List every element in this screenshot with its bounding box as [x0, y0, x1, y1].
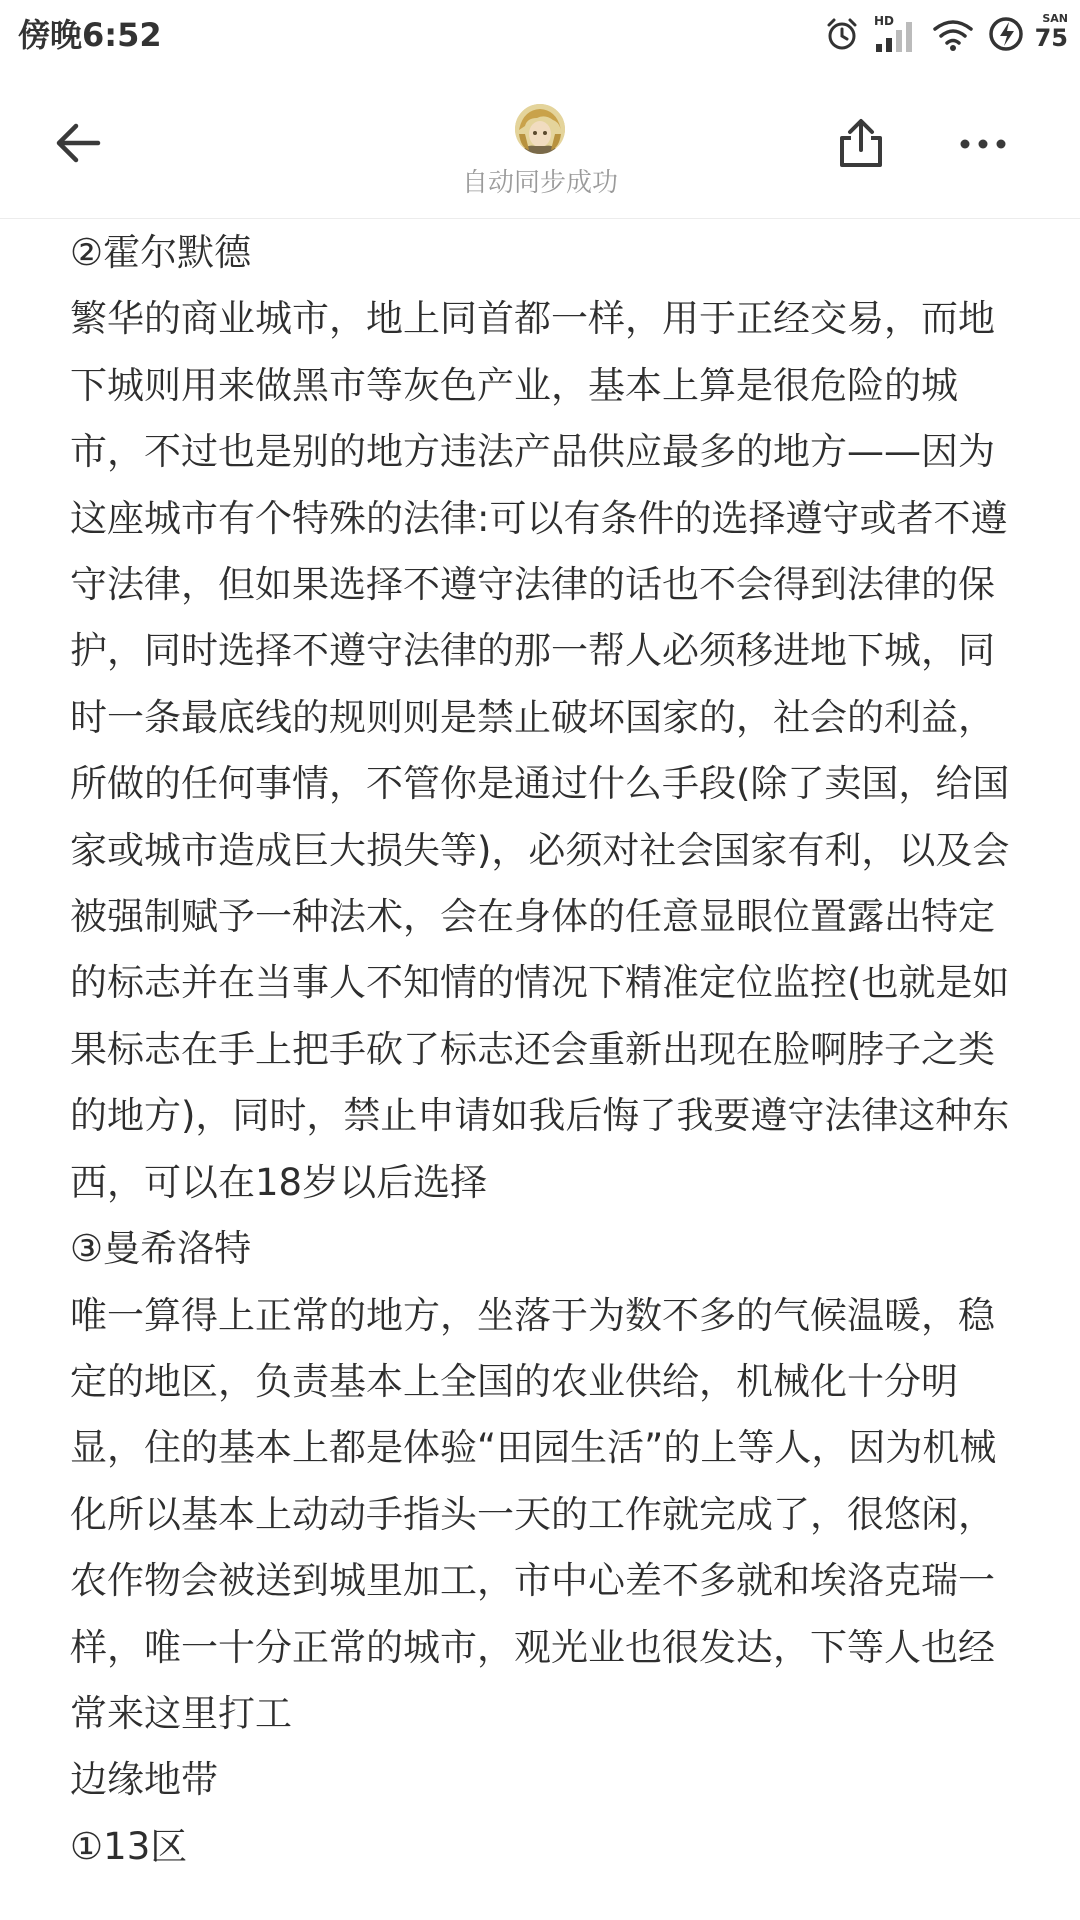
- alarm-icon: [824, 16, 860, 52]
- sync-status: 自动同步成功: [461, 168, 618, 198]
- arrow-left-icon: [54, 122, 102, 164]
- battery-label: SAN: [1042, 12, 1068, 25]
- status-icons: [824, 12, 1068, 56]
- note-content[interactable]: [70, 220, 1018, 1880]
- wifi-icon: [932, 16, 974, 52]
- note-paragraph: 繁华的商业城市，地上同首都一样，用于正经交易，而地下城则用来做黑市等灰色产业，基本上算是很危险的城市，不过也是别的地方违法产品供应最多的地方——因为这座城市有个特殊的法律:可以有条件的选择遵守或者不遵守法律，但如果选择不遵守法律的话也不会得到法律的保护，同时选择不遵守法律的那一帮人必须移进地下城，同时一条最底线的规则则是禁止破坏国家的，社会的利益，所做的任何事情，不管你是通过什么手段(除了卖国，给国家或城市造成巨大损失等)，必须对社会国家有利，以及会被强制赋予一种法术，会在身体的任意显眼位置露出特定的标志并在当事人不知情的情况下精准定位监控(也就是如果标志在手上把手砍了标志还会重新出现在脸啊脖子之类的地方)，同时，禁止申请如我后悔了我要遵守法律这种东西，可以在18岁以后选择: [70, 297, 1010, 1204]
- battery-indicator: [988, 12, 1068, 56]
- share-button[interactable]: [834, 114, 888, 172]
- section-heading: ②霍尔默德: [70, 231, 252, 274]
- avatar[interactable]: [515, 104, 565, 154]
- note-paragraph: 唯一算得上正常的地方，坐落于为数不多的气候温暖，稳定的地区，负责基本上全国的农业供给，机械化十分明显，住的基本上都是体验“田园生活”的上等人，因为机械化所以基本上动动手指头一天的工作就完成了，很悠闲，农作物会被送到城里加工，市中心差不多就和埃洛克瑞一样，唯一十分正常的城市，观光业也很发达，下等人也经常来这里打工: [70, 1293, 997, 1735]
- note-toolbar: [0, 66, 1080, 219]
- section-heading: ③曼希洛特: [70, 1227, 252, 1271]
- more-dots-icon: [959, 138, 1007, 150]
- avatar-image: [515, 104, 565, 154]
- more-options-button[interactable]: [956, 124, 1010, 164]
- status-time: 傍晚6:52: [18, 16, 162, 54]
- section-heading: ①13区: [70, 1824, 188, 1868]
- section-heading: 边缘地带: [70, 1758, 218, 1802]
- share-icon: [837, 118, 885, 168]
- battery-level: 75: [1034, 24, 1068, 52]
- cellular-signal-icon: [874, 14, 918, 54]
- battery-charging-icon: [988, 14, 1028, 54]
- status-bar: [0, 0, 1080, 66]
- network-type-label: HD: [874, 14, 895, 28]
